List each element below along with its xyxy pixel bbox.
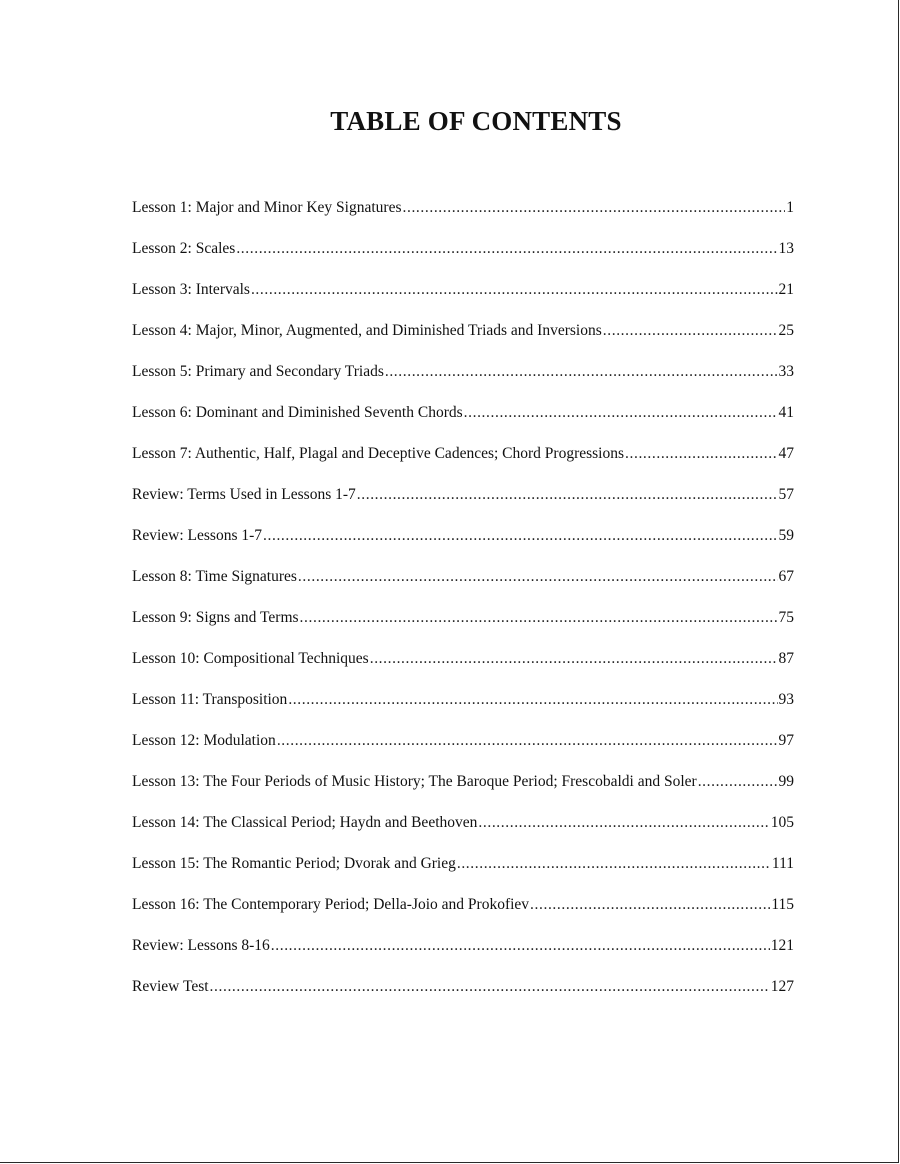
- toc-entry: [132, 360, 794, 401]
- dot-leader: [464, 401, 778, 425]
- toc-entry: [132, 565, 794, 606]
- dot-leader: [300, 606, 778, 630]
- dot-leader: [530, 893, 770, 917]
- toc-entry: [132, 770, 794, 811]
- toc-entry: [132, 811, 794, 852]
- toc-entry-page-number: 111: [771, 855, 794, 872]
- toc-entry-title: Lesson 2: Scales: [132, 240, 236, 257]
- dot-leader: [385, 360, 778, 384]
- toc-entry: [132, 442, 794, 483]
- dot-leader: [603, 319, 778, 343]
- toc-entry: [132, 319, 794, 360]
- toc-entry-page-number: 67: [778, 568, 794, 585]
- dot-leader: [625, 442, 777, 466]
- dot-leader: [698, 770, 778, 794]
- toc-entry-title: Lesson 8: Time Signatures: [132, 568, 297, 585]
- toc-entry: [132, 934, 794, 975]
- toc-entry: [132, 401, 794, 442]
- toc-entry-title: Lesson 10: Compositional Techniques: [132, 650, 369, 667]
- dot-leader: [370, 647, 778, 671]
- toc-entry-page-number: 127: [770, 978, 794, 995]
- toc-entry-title: Lesson 3: Intervals: [132, 281, 250, 298]
- dot-leader: [298, 565, 778, 589]
- toc-list: [132, 196, 794, 1016]
- dot-leader: [457, 852, 771, 876]
- toc-entry-title: Lesson 9: Signs and Terms: [132, 609, 299, 626]
- dot-leader: [357, 483, 778, 507]
- toc-entry-title: Lesson 5: Primary and Secondary Triads: [132, 363, 384, 380]
- toc-entry-page-number: 99: [778, 773, 794, 790]
- toc-entry: [132, 483, 794, 524]
- dot-leader: [236, 237, 777, 261]
- toc-entry-page-number: 97: [778, 732, 794, 749]
- toc-entry-title: Lesson 14: The Classical Period; Haydn and Beethoven: [132, 814, 478, 831]
- toc-entry-page-number: 57: [778, 486, 794, 503]
- toc-entry-title: Lesson 16: The Contemporary Period; Della-Joio and Prokofiev: [132, 896, 530, 913]
- toc-entry: [132, 606, 794, 647]
- toc-entry-title: Lesson 6: Dominant and Diminished Seventh Chords: [132, 404, 463, 421]
- toc-entry: [132, 237, 794, 278]
- toc-entry: [132, 893, 794, 934]
- toc-entry-title: Lesson 7: Authentic, Half, Plagal and Deceptive Cadences; Chord Progressions: [132, 445, 625, 462]
- dot-leader: [478, 811, 769, 835]
- dot-leader: [288, 688, 777, 712]
- toc-entry-title: Lesson 13: The Four Periods of Music History; The Baroque Period; Frescobaldi and Soler: [132, 773, 697, 790]
- toc-entry-title: Review: Lessons 1-7: [132, 527, 263, 544]
- toc-entry: [132, 524, 794, 565]
- toc-entry: [132, 196, 794, 237]
- page-title: TABLE OF CONTENTS: [330, 106, 622, 136]
- toc-entry-page-number: 121: [770, 937, 794, 954]
- toc-entry-page-number: 1: [786, 199, 794, 216]
- toc-entry-title: Lesson 15: The Romantic Period; Dvorak and Grieg: [132, 855, 456, 872]
- toc-entry-page-number: 87: [778, 650, 794, 667]
- toc-entry-page-number: 93: [778, 691, 794, 708]
- toc-entry: [132, 278, 794, 319]
- toc-entry-title: Review: Lessons 8-16: [132, 937, 270, 954]
- toc-entry-title: Lesson 4: Major, Minor, Augmented, and Diminished Triads and Inversions: [132, 322, 602, 339]
- dot-leader: [403, 196, 786, 220]
- toc-entry-page-number: 115: [771, 896, 794, 913]
- toc-entry-page-number: 75: [778, 609, 794, 626]
- toc-entry-title: Lesson 12: Modulation: [132, 732, 276, 749]
- toc-entry-page-number: 13: [778, 240, 794, 257]
- toc-entry-page-number: 41: [778, 404, 794, 421]
- toc-entry-page-number: 25: [778, 322, 794, 339]
- toc-entry: [132, 729, 794, 770]
- toc-entry: [132, 852, 794, 893]
- dot-leader: [263, 524, 777, 548]
- toc-entry-page-number: 105: [770, 814, 794, 831]
- toc-entry-page-number: 21: [778, 281, 794, 298]
- dot-leader: [271, 934, 770, 958]
- toc-entry-title: Lesson 11: Transposition: [132, 691, 288, 708]
- toc-entry: [132, 975, 794, 1016]
- dot-leader: [277, 729, 778, 753]
- toc-entry-page-number: 33: [778, 363, 794, 380]
- toc-entry-title: Review: Terms Used in Lessons 1-7: [132, 486, 356, 503]
- toc-entry-page-number: 59: [778, 527, 794, 544]
- toc-entry-page-number: 47: [778, 445, 794, 462]
- dot-leader: [251, 278, 778, 302]
- toc-entry-title: Review Test: [132, 978, 209, 995]
- toc-entry-title: Lesson 1: Major and Minor Key Signatures: [132, 199, 402, 216]
- toc-entry: [132, 647, 794, 688]
- dot-leader: [210, 975, 770, 999]
- toc-entry: [132, 688, 794, 729]
